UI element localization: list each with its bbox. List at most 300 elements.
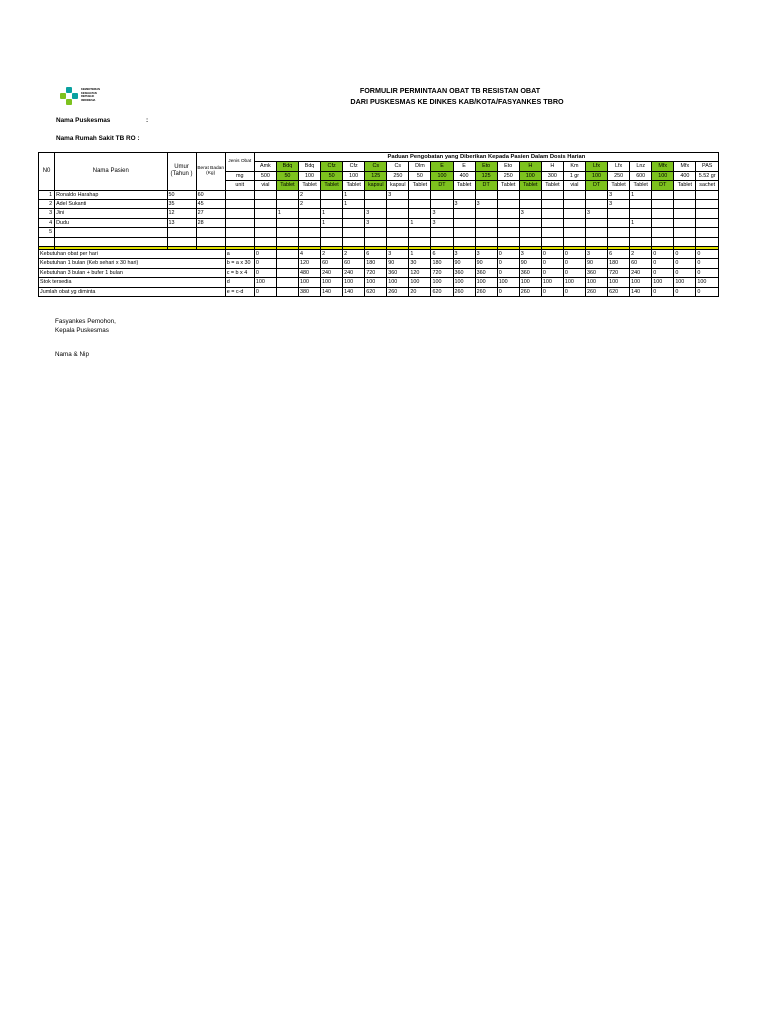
drug-name-cell: Cfz	[343, 162, 365, 171]
patient-dose-cell: 3	[365, 218, 387, 227]
patient-dose-cell	[497, 200, 519, 209]
summary-value-cell: 20	[409, 287, 431, 296]
patient-dose-cell	[387, 209, 409, 218]
puskesmas-colon: :	[146, 117, 149, 124]
drug-unit-cell: Tablet	[674, 181, 696, 190]
patient-dose-cell	[608, 218, 630, 227]
summary-row	[39, 278, 719, 287]
blank-cell	[225, 237, 254, 246]
drug-dose-cell: 50	[321, 171, 343, 180]
patient-dose-cell	[674, 209, 696, 218]
patient-dose-cell	[519, 200, 541, 209]
blank-cell	[431, 237, 453, 246]
blank-cell	[630, 237, 652, 246]
summary-value-cell: 120	[298, 259, 320, 268]
drug-unit-cell: DT	[431, 181, 453, 190]
patient-row	[39, 228, 719, 237]
patient-age: 12	[167, 209, 196, 218]
summary-value-cell: 100	[541, 278, 563, 287]
patient-weight: 45	[196, 200, 225, 209]
patient-dose-cell	[298, 218, 320, 227]
summary-value-cell: 360	[586, 268, 608, 277]
summary-value-cell: 60	[321, 259, 343, 268]
patient-dose-cell	[321, 190, 343, 199]
patient-dose-cell	[254, 209, 276, 218]
blank-cell	[298, 237, 320, 246]
drug-name-cell: Lfx	[608, 162, 630, 171]
logo-text-3: REPUBLIK	[81, 95, 95, 98]
drug-unit-cell: DT	[586, 181, 608, 190]
summary-value-cell: 260	[387, 287, 409, 296]
blank-cell	[696, 237, 719, 246]
summary-value-cell: 100	[409, 278, 431, 287]
summary-value-cell: 100	[431, 278, 453, 287]
blank-cell	[343, 237, 365, 246]
summary-value-cell: 0	[652, 268, 674, 277]
summary-value-cell: 0	[696, 259, 719, 268]
ministry-logo	[58, 85, 120, 107]
summary-value-cell: 100	[254, 278, 276, 287]
blank-cell	[387, 237, 409, 246]
summary-value-cell: 100	[497, 278, 519, 287]
patient-dose-cell	[586, 190, 608, 199]
drug-name-cell: Mfx	[674, 162, 696, 171]
patient-jenis-cell	[225, 218, 254, 227]
patient-dose-cell	[365, 190, 387, 199]
patient-dose-cell: 3	[519, 209, 541, 218]
summary-value-cell: 720	[608, 268, 630, 277]
summary-value-cell: 100	[674, 278, 696, 287]
patient-dose-cell: 1	[630, 190, 652, 199]
puskesmas-label: Nama Puskesmas	[56, 117, 111, 124]
drug-unit-cell: vial	[563, 181, 585, 190]
header-age: Umur (Tahun )	[167, 153, 196, 191]
patient-name: Adel Sukanti	[55, 200, 167, 209]
summary-value-cell: 90	[387, 259, 409, 268]
drug-dose-cell: 300	[541, 171, 563, 180]
patient-dose-cell	[365, 228, 387, 237]
blank-cell	[674, 237, 696, 246]
summary-value-cell: 0	[674, 259, 696, 268]
patient-jenis-cell	[225, 190, 254, 199]
summary-value-cell: 360	[519, 268, 541, 277]
summary-value-cell: 0	[563, 250, 585, 259]
summary-value-cell: 6	[365, 250, 387, 259]
summary-value-cell: 0	[652, 259, 674, 268]
logo-text-2: KESEHATAN	[81, 91, 97, 95]
blank-cell	[586, 237, 608, 246]
patient-weight: 27	[196, 209, 225, 218]
patient-dose-cell	[475, 218, 497, 227]
patient-dose-cell	[586, 228, 608, 237]
patient-dose-cell	[608, 228, 630, 237]
summary-value-cell: 0	[497, 287, 519, 296]
blank-row	[39, 237, 719, 246]
summary-value-cell	[276, 278, 298, 287]
drug-unit-cell: Tablet	[453, 181, 475, 190]
patient-dose-cell	[343, 218, 365, 227]
drug-dose-cell: 100	[298, 171, 320, 180]
patient-row	[39, 200, 719, 209]
patient-dose-cell	[475, 209, 497, 218]
summary-value-cell: 100	[475, 278, 497, 287]
drug-name-cell: Lfx	[586, 162, 608, 171]
blank-cell	[167, 237, 196, 246]
patient-dose-cell	[630, 209, 652, 218]
drug-unit-cell: sachet	[696, 181, 719, 190]
summary-value-cell: 100	[343, 278, 365, 287]
header-weight: Berat Badan (Kg)	[196, 153, 225, 191]
summary-value-cell: 360	[453, 268, 475, 277]
patient-row	[39, 218, 719, 227]
patient-dose-cell	[696, 200, 719, 209]
patient-no: 3	[39, 209, 55, 218]
summary-formula: e = c-d	[225, 287, 254, 296]
summary-value-cell: 180	[608, 259, 630, 268]
patient-dose-cell	[254, 200, 276, 209]
summary-value-cell: 620	[608, 287, 630, 296]
patient-dose-cell	[254, 218, 276, 227]
patient-dose-cell	[276, 218, 298, 227]
summary-formula: b = a x 30	[225, 259, 254, 268]
drug-unit-cell: kapsul	[387, 181, 409, 190]
patient-dose-cell	[254, 228, 276, 237]
summary-value-cell: 100	[630, 278, 652, 287]
patient-dose-cell	[409, 209, 431, 218]
drug-name-cell: Cs	[365, 162, 387, 171]
patient-dose-cell	[563, 209, 585, 218]
summary-value-cell	[276, 250, 298, 259]
patient-dose-cell	[298, 209, 320, 218]
patient-age: 50	[167, 190, 196, 199]
summary-label: Kebutuhan obat per hari	[39, 250, 226, 259]
drug-name-cell: PAS	[696, 162, 719, 171]
patient-dose-cell: 3	[431, 209, 453, 218]
drug-dose-cell: 100	[431, 171, 453, 180]
patient-dose-cell: 1	[630, 218, 652, 227]
patient-jenis-cell	[225, 209, 254, 218]
blank-cell	[541, 237, 563, 246]
summary-row	[39, 259, 719, 268]
blank-cell	[563, 237, 585, 246]
patient-dose-cell: 2	[298, 200, 320, 209]
patient-dose-cell: 1	[276, 209, 298, 218]
patient-dose-cell: 3	[365, 209, 387, 218]
patient-dose-cell	[431, 200, 453, 209]
patient-dose-cell	[563, 228, 585, 237]
summary-value-cell: 260	[453, 287, 475, 296]
header-drug-type: Jenis Obat	[225, 153, 254, 172]
drug-dose-cell: 125	[475, 171, 497, 180]
drug-unit-cell: Tablet	[298, 181, 320, 190]
patient-dose-cell: 1	[321, 218, 343, 227]
drug-unit-cell: vial	[254, 181, 276, 190]
drug-dose-cell: 100	[519, 171, 541, 180]
drug-name-cell: Eto	[497, 162, 519, 171]
drug-dose-cell: 400	[674, 171, 696, 180]
patient-dose-cell: 3	[586, 209, 608, 218]
patient-dose-cell	[276, 190, 298, 199]
drug-dose-cell: 400	[453, 171, 475, 180]
summary-value-cell: 2	[343, 250, 365, 259]
patient-dose-cell	[696, 218, 719, 227]
summary-value-cell: 0	[541, 268, 563, 277]
blank-cell	[254, 237, 276, 246]
unit-label: unit	[225, 181, 254, 190]
patient-no: 1	[39, 190, 55, 199]
patient-name	[55, 228, 167, 237]
summary-value-cell: 0	[563, 259, 585, 268]
drug-dose-cell: 125	[365, 171, 387, 180]
drug-unit-cell: kapsul	[365, 181, 387, 190]
summary-value-cell: 30	[409, 259, 431, 268]
patient-dose-cell	[674, 228, 696, 237]
drug-name-cell: Km	[563, 162, 585, 171]
summary-value-cell: 0	[674, 268, 696, 277]
drug-name-cell: E	[431, 162, 453, 171]
summary-value-cell: 0	[652, 287, 674, 296]
patient-dose-cell	[453, 190, 475, 199]
summary-value-cell: 260	[475, 287, 497, 296]
summary-value-cell: 0	[541, 259, 563, 268]
patient-name: Jini	[55, 209, 167, 218]
patient-dose-cell	[475, 190, 497, 199]
summary-value-cell: 100	[387, 278, 409, 287]
patient-dose-cell: 1	[409, 218, 431, 227]
drug-dose-cell: 50	[409, 171, 431, 180]
drug-dose-cell: 1 gr	[563, 171, 585, 180]
drug-dose-cell: 500	[254, 171, 276, 180]
patient-dose-cell: 1	[343, 200, 365, 209]
patient-dose-cell	[541, 218, 563, 227]
patient-dose-cell	[409, 228, 431, 237]
summary-value-cell: 240	[343, 268, 365, 277]
drug-unit-cell: Tablet	[343, 181, 365, 190]
summary-value-cell: 0	[497, 250, 519, 259]
form-title-line2: DARI PUSKESMAS KE DINKES KAB/KOTA/FASYANKES TBRO	[350, 97, 564, 106]
drug-dose-cell: 100	[652, 171, 674, 180]
summary-value-cell: 3	[519, 250, 541, 259]
summary-value-cell: 90	[475, 259, 497, 268]
summary-value-cell: 120	[409, 268, 431, 277]
summary-formula: c = b x 4	[225, 268, 254, 277]
summary-value-cell: 6	[608, 250, 630, 259]
summary-value-cell: 3	[586, 250, 608, 259]
patient-row	[39, 209, 719, 218]
summary-value-cell: 0	[652, 250, 674, 259]
drug-dose-cell: 250	[387, 171, 409, 180]
drug-name-cell: Cs	[387, 162, 409, 171]
patient-dose-cell	[674, 218, 696, 227]
summary-value-cell: 100	[365, 278, 387, 287]
summary-value-cell: 100	[652, 278, 674, 287]
patient-no: 2	[39, 200, 55, 209]
patient-dose-cell	[652, 228, 674, 237]
summary-value-cell: 90	[453, 259, 475, 268]
patient-dose-cell	[652, 209, 674, 218]
patient-dose-cell	[652, 218, 674, 227]
patient-dose-cell	[431, 190, 453, 199]
patient-dose-cell	[586, 200, 608, 209]
summary-value-cell: 0	[497, 268, 519, 277]
blank-cell	[276, 237, 298, 246]
patient-dose-cell	[563, 200, 585, 209]
drug-name-cell: E	[453, 162, 475, 171]
patient-no: 4	[39, 218, 55, 227]
patient-dose-cell: 3	[608, 190, 630, 199]
patient-dose-cell	[497, 209, 519, 218]
patient-dose-cell	[674, 190, 696, 199]
blank-cell	[519, 237, 541, 246]
patient-dose-cell	[321, 228, 343, 237]
summary-value-cell: 0	[696, 268, 719, 277]
blank-cell	[196, 237, 225, 246]
patient-weight: 28	[196, 218, 225, 227]
header-no: N0	[39, 153, 55, 191]
blank-cell	[497, 237, 519, 246]
patient-weight	[196, 228, 225, 237]
drug-name-cell: H	[519, 162, 541, 171]
summary-value-cell: 360	[387, 268, 409, 277]
summary-value-cell: 2	[321, 250, 343, 259]
summary-row	[39, 250, 719, 259]
patient-dose-cell	[387, 228, 409, 237]
summary-row	[39, 268, 719, 277]
drug-name-cell: H	[541, 162, 563, 171]
patient-dose-cell	[343, 228, 365, 237]
patient-dose-cell	[541, 200, 563, 209]
patient-dose-cell	[541, 190, 563, 199]
summary-value-cell: 60	[630, 259, 652, 268]
summary-value-cell	[276, 268, 298, 277]
summary-value-cell: 100	[696, 278, 719, 287]
drug-name-cell: Dlm	[409, 162, 431, 171]
patient-dose-cell	[541, 209, 563, 218]
patient-dose-cell	[497, 218, 519, 227]
patient-dose-cell	[696, 190, 719, 199]
summary-label: Kebutuhan 1 bulan (Keb sehari x 30 hari)	[39, 259, 226, 268]
drug-unit-cell: Tablet	[541, 181, 563, 190]
summary-formula: a	[225, 250, 254, 259]
patient-dose-cell	[608, 209, 630, 218]
summary-value-cell: 3	[387, 250, 409, 259]
drug-name-cell: Bdq	[298, 162, 320, 171]
patient-dose-cell	[387, 200, 409, 209]
drug-unit-cell: Tablet	[409, 181, 431, 190]
patient-dose-cell	[321, 200, 343, 209]
patient-dose-cell	[563, 190, 585, 199]
summary-value-cell: 100	[321, 278, 343, 287]
drug-dose-cell: 100	[586, 171, 608, 180]
summary-value-cell: 100	[563, 278, 585, 287]
header-regimen: Paduan Pengobatan yang Diberikan Kepada Pasien Dalam Dosis Harian	[254, 153, 718, 162]
patient-dose-cell	[519, 228, 541, 237]
drug-name-cell: Cfz	[321, 162, 343, 171]
dose-label: mg	[225, 171, 254, 180]
blank-cell	[453, 237, 475, 246]
summary-value-cell: 100	[453, 278, 475, 287]
drug-dose-cell: 250	[497, 171, 519, 180]
summary-value-cell: 2	[630, 250, 652, 259]
patient-dose-cell: 3	[387, 190, 409, 199]
hospital-label: Nama Rumah Sakit TB RO :	[56, 135, 140, 142]
logo-text-1: KEMENTERIAN	[81, 88, 101, 91]
logo-mark-icon	[58, 85, 80, 107]
blank-cell	[652, 237, 674, 246]
patient-dose-cell	[276, 228, 298, 237]
patient-dose-cell	[453, 209, 475, 218]
summary-value-cell	[276, 287, 298, 296]
table-header-row	[39, 153, 719, 162]
summary-value-cell: 3	[475, 250, 497, 259]
summary-value-cell: 100	[586, 278, 608, 287]
summary-value-cell: 180	[431, 259, 453, 268]
summary-value-cell: 0	[563, 268, 585, 277]
patient-dose-cell	[519, 190, 541, 199]
patient-dose-cell	[519, 218, 541, 227]
summary-label: Stok tersedia	[39, 278, 226, 287]
summary-label: Kebutuhan 3 bulan + bufer 1 bulan	[39, 268, 226, 277]
drug-dose-cell: 5.52 gr	[696, 171, 719, 180]
patient-dose-cell	[541, 228, 563, 237]
patient-dose-cell: 1	[321, 209, 343, 218]
summary-value-cell: 100	[608, 278, 630, 287]
patient-jenis-cell	[225, 228, 254, 237]
patient-age: 35	[167, 200, 196, 209]
patient-dose-cell	[696, 228, 719, 237]
drug-dose-cell: 50	[276, 171, 298, 180]
patient-dose-cell: 3	[431, 218, 453, 227]
summary-value-cell: 0	[563, 287, 585, 296]
drug-unit-cell: Tablet	[276, 181, 298, 190]
patient-dose-cell	[387, 218, 409, 227]
summary-value-cell: 240	[321, 268, 343, 277]
summary-value-cell	[276, 259, 298, 268]
summary-value-cell: 0	[497, 259, 519, 268]
patient-dose-cell	[453, 228, 475, 237]
summary-value-cell: 100	[298, 278, 320, 287]
blank-cell	[365, 237, 387, 246]
patient-age	[167, 228, 196, 237]
summary-value-cell: 720	[431, 268, 453, 277]
drug-unit-cell: DT	[475, 181, 497, 190]
patient-dose-cell	[254, 190, 276, 199]
patient-dose-cell	[409, 190, 431, 199]
summary-value-cell: 620	[431, 287, 453, 296]
drug-unit-cell: Tablet	[630, 181, 652, 190]
summary-label: Jumlah obat yg diminta	[39, 287, 226, 296]
summary-value-cell: 140	[343, 287, 365, 296]
patient-dose-cell	[409, 200, 431, 209]
patient-dose-cell	[475, 228, 497, 237]
footer-head: Kepala Puskesmas	[55, 327, 109, 334]
patient-dose-cell	[431, 228, 453, 237]
drug-name-cell: Bdq	[276, 162, 298, 171]
summary-value-cell: 60	[343, 259, 365, 268]
blank-cell	[39, 237, 55, 246]
summary-value-cell: 180	[365, 259, 387, 268]
patient-dose-cell	[563, 218, 585, 227]
drug-dose-cell: 100	[343, 171, 365, 180]
summary-value-cell: 380	[298, 287, 320, 296]
patient-dose-cell: 3	[608, 200, 630, 209]
summary-value-cell: 240	[630, 268, 652, 277]
blank-cell	[321, 237, 343, 246]
drug-name-cell: Amk	[254, 162, 276, 171]
summary-value-cell: 720	[365, 268, 387, 277]
summary-value-cell: 0	[254, 287, 276, 296]
patient-dose-cell	[630, 200, 652, 209]
